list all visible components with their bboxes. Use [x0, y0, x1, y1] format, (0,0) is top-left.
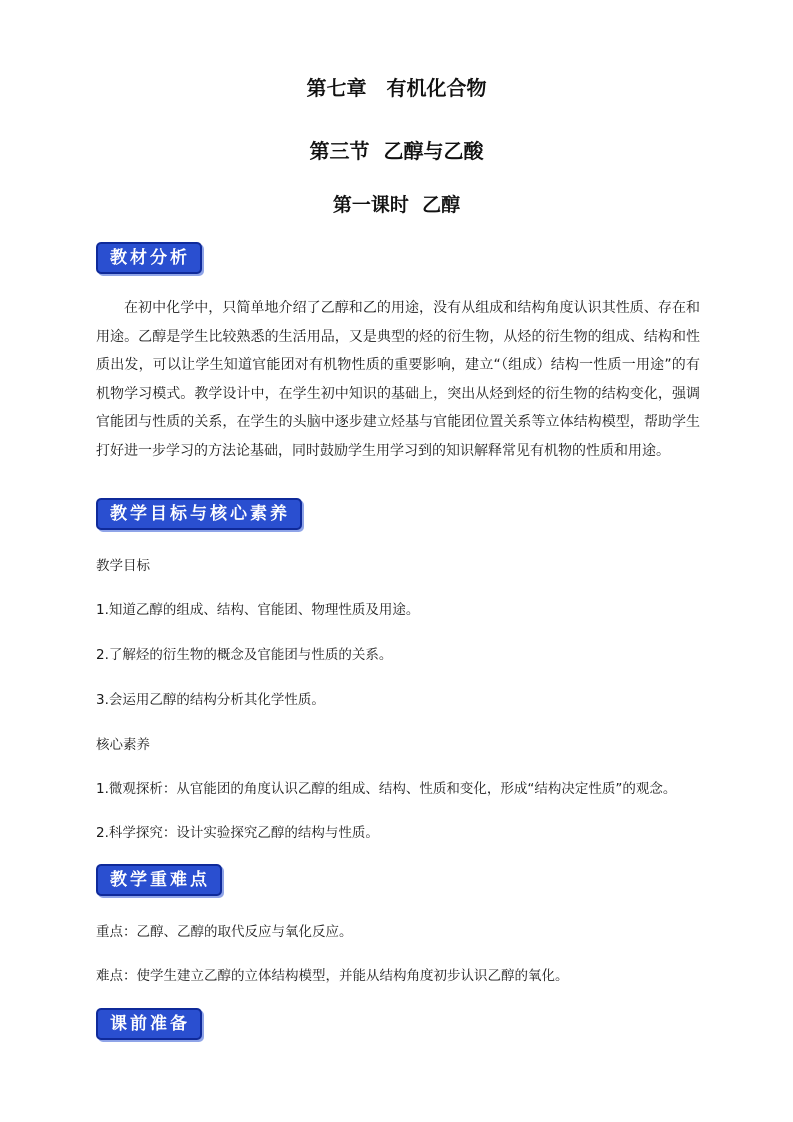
badge-textbook-analysis: 教材分析 [96, 242, 202, 274]
section-title: 第三节 乙醇与乙酸 [309, 139, 484, 163]
analysis-paragraph: 在初中化学中，只简单地介绍了乙醇和乙的用途，没有从组成和结构角度认识其性质、存在和用途。乙醇是学生比较熟悉的生活用品，又是典型的烃的衍生物，从烃的衍生物的组成、结构和性质出发，可以让学生知道官能团对有机物性质的重要影响，建立“（组成）结构一性质一用途”的有机物学习模式。教学设计中，在学生初中知识的基础上，突出从烃到烃的衍生物的结构变化，强调官能团与性质的关系，在学生的头脑中逐步建立烃基与官能团位置关系等立体结构模型，帮助学生打好进一步学习的方法论基础，同时鼓励学生用学习到的知识解释常见有机物的性质和用途。 [96, 300, 700, 459]
key-point: 重点：乙醇、乙醇的取代反应与氧化反应。 [96, 924, 353, 940]
core-literacy-item: 2.科学探究：设计实验探究乙醇的结构与性质。 [96, 825, 379, 841]
teaching-goal-item: 3.会运用乙醇的结构分析其化学性质。 [96, 692, 325, 708]
difficult-point: 难点：使学生建立乙醇的立体结构模型，并能从结构角度初步认识乙醇的氧化。 [96, 968, 569, 984]
teaching-goal-item: 1.知道乙醇的组成、结构、官能团、物理性质及用途。 [96, 602, 420, 618]
badge-key-difficult-points: 教学重难点 [96, 864, 222, 896]
badge-goals-core-literacy: 教学目标与核心素养 [96, 498, 302, 530]
core-literacy-heading: 核心素养 [96, 737, 150, 753]
teaching-goals-heading: 教学目标 [96, 558, 150, 574]
chapter-title: 第七章 有机化合物 [306, 76, 487, 100]
core-literacy-item: 1.微观探析：从官能团的角度认识乙醇的组成、结构、性质和变化，形成“结构决定性质”的观念。 [96, 781, 677, 797]
badge-class-preparation: 课前准备 [96, 1008, 202, 1040]
teaching-goal-item: 2.了解烃的衍生物的概念及官能团与性质的关系。 [96, 647, 393, 663]
lesson-title: 第一课时 乙醇 [332, 194, 461, 216]
